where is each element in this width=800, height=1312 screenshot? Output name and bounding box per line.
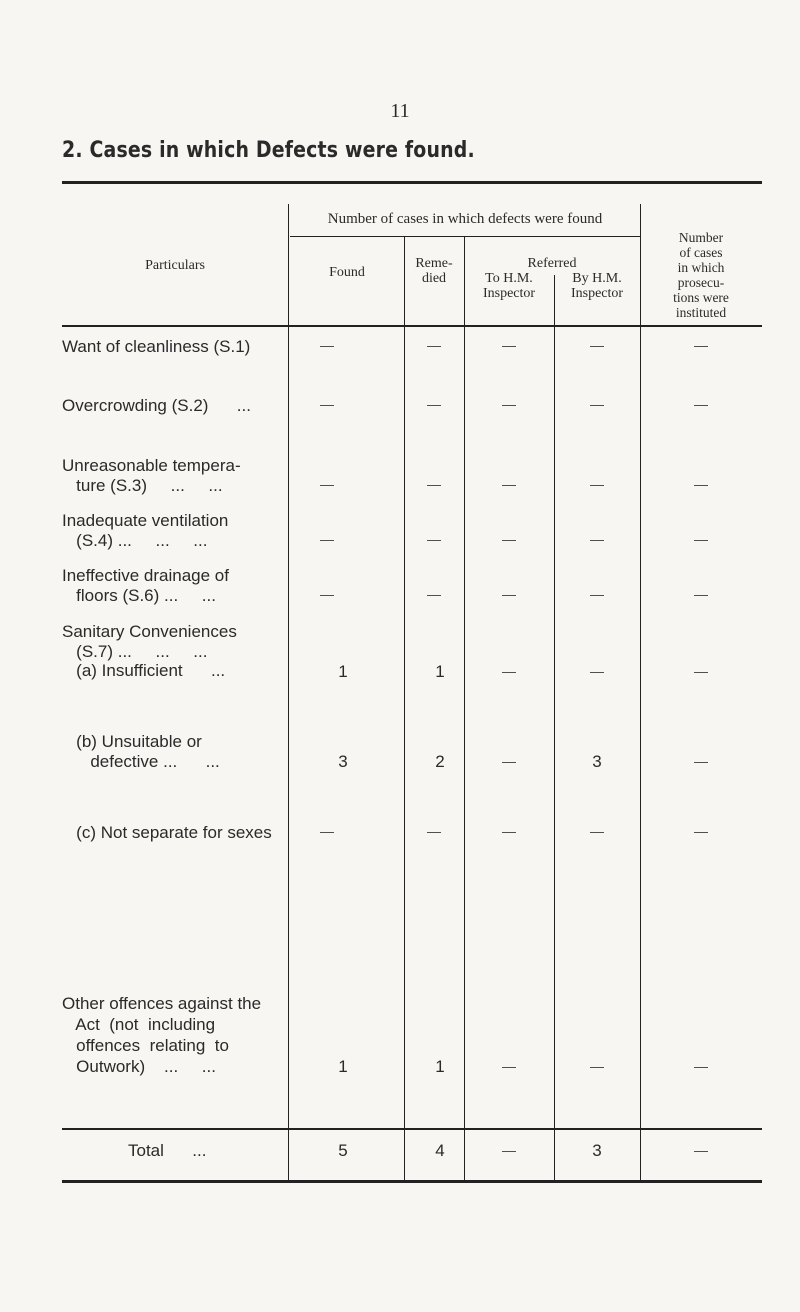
section-heading: 2. Cases in which Defects were found. xyxy=(62,138,475,163)
row-label-sanitary-insufficient: Sanitary Conveniences (S.7) ... ... ... (a) Insufficient ... xyxy=(62,622,237,680)
table-cell: — xyxy=(502,823,516,839)
table-cell: 1 xyxy=(338,662,348,681)
row-label-cleanliness: Want of cleanliness (S.1) xyxy=(62,337,251,356)
header-to-hm-inspector: To H.M. Inspector xyxy=(482,271,536,301)
row-label-not-separate: (c) Not separate for sexes xyxy=(62,823,272,842)
table-cell: — xyxy=(427,396,441,412)
row-label-drainage: Ineffective drainage of floors (S.6) ... ... xyxy=(62,566,229,605)
header-particulars: Particulars xyxy=(145,258,205,273)
table-cell: 1 xyxy=(338,1057,348,1076)
table-top-rule xyxy=(62,181,762,184)
header-prosecutions: Number of cases in which prosecu- tions were instituted xyxy=(673,230,729,320)
table-cell: — xyxy=(694,1058,708,1074)
table-cell: — xyxy=(590,396,604,412)
table-cell: — xyxy=(502,663,516,679)
table-cell: — xyxy=(694,663,708,679)
table-cell: — xyxy=(502,476,516,492)
table-cell: 1 xyxy=(435,662,445,681)
row-label-unsuitable: (b) Unsuitable or defective ... ... xyxy=(76,732,220,771)
table-bottom-rule xyxy=(62,1180,762,1183)
subheader-rule xyxy=(290,236,640,237)
table-cell: 2 xyxy=(435,752,445,771)
table-cell: — xyxy=(694,531,708,547)
table-cell: — xyxy=(590,1058,604,1074)
header-number-of-cases: Number of cases in which defects were found xyxy=(327,211,603,227)
table-cell: — xyxy=(590,531,604,547)
table-cell: — xyxy=(320,823,334,839)
table-cell: — xyxy=(694,396,708,412)
row-label-overcrowding: Overcrowding (S.2) ... xyxy=(62,396,251,415)
table-cell: — xyxy=(694,753,708,769)
table-cell: — xyxy=(694,476,708,492)
table-cell: — xyxy=(502,753,516,769)
table-cell: — xyxy=(694,337,708,353)
table-cell: — xyxy=(502,531,516,547)
table-cell: — xyxy=(427,586,441,602)
header-by-hm-inspector: By H.M. Inspector xyxy=(570,271,624,301)
col-divider-1 xyxy=(288,204,289,1180)
table-cell: — xyxy=(590,663,604,679)
header-found: Found xyxy=(329,265,365,280)
total-top-rule xyxy=(62,1128,762,1130)
table-cell: 3 xyxy=(592,752,602,771)
table-cell: 3 xyxy=(338,752,348,771)
header-referred: Referred xyxy=(527,256,577,271)
table-cell: — xyxy=(320,396,334,412)
table-cell: — xyxy=(590,337,604,353)
total-cell: 5 xyxy=(338,1141,348,1160)
table-cell: — xyxy=(427,476,441,492)
table-cell: — xyxy=(694,823,708,839)
table-cell: — xyxy=(502,337,516,353)
total-cell: 3 xyxy=(592,1141,602,1160)
page-number: 11 xyxy=(390,100,410,122)
table-cell: — xyxy=(590,476,604,492)
col-divider-5 xyxy=(640,204,641,1180)
row-label-temperature: Unreasonable tempera- ture (S.3) ... ... xyxy=(62,456,241,495)
header-bottom-rule xyxy=(62,325,762,327)
table-cell: 1 xyxy=(435,1057,445,1076)
total-cell: — xyxy=(694,1142,708,1158)
table-cell: — xyxy=(320,586,334,602)
table-cell: — xyxy=(502,586,516,602)
header-remedied: Reme- died xyxy=(415,256,453,286)
table-cell: — xyxy=(427,337,441,353)
table-cell: — xyxy=(590,823,604,839)
total-cell: — xyxy=(502,1142,516,1158)
table-cell: — xyxy=(427,531,441,547)
table-cell: — xyxy=(502,1058,516,1074)
table-cell: — xyxy=(427,823,441,839)
table-cell: — xyxy=(320,476,334,492)
table-cell: — xyxy=(590,586,604,602)
col-divider-4 xyxy=(554,275,555,1180)
col-divider-3 xyxy=(464,236,465,1180)
row-label-ventilation: Inadequate ventilation (S.4) ... ... ... xyxy=(62,511,229,550)
table-cell: — xyxy=(502,396,516,412)
total-cell: 4 xyxy=(435,1141,445,1160)
row-label-other-offences: Other offences against the Act (not including offences relating to Outwork) ... ... xyxy=(62,994,262,1076)
table-cell: — xyxy=(320,531,334,547)
col-divider-2 xyxy=(404,236,405,1180)
table-cell: — xyxy=(320,337,334,353)
row-label-total: Total ... xyxy=(128,1141,207,1160)
table-cell: — xyxy=(694,586,708,602)
